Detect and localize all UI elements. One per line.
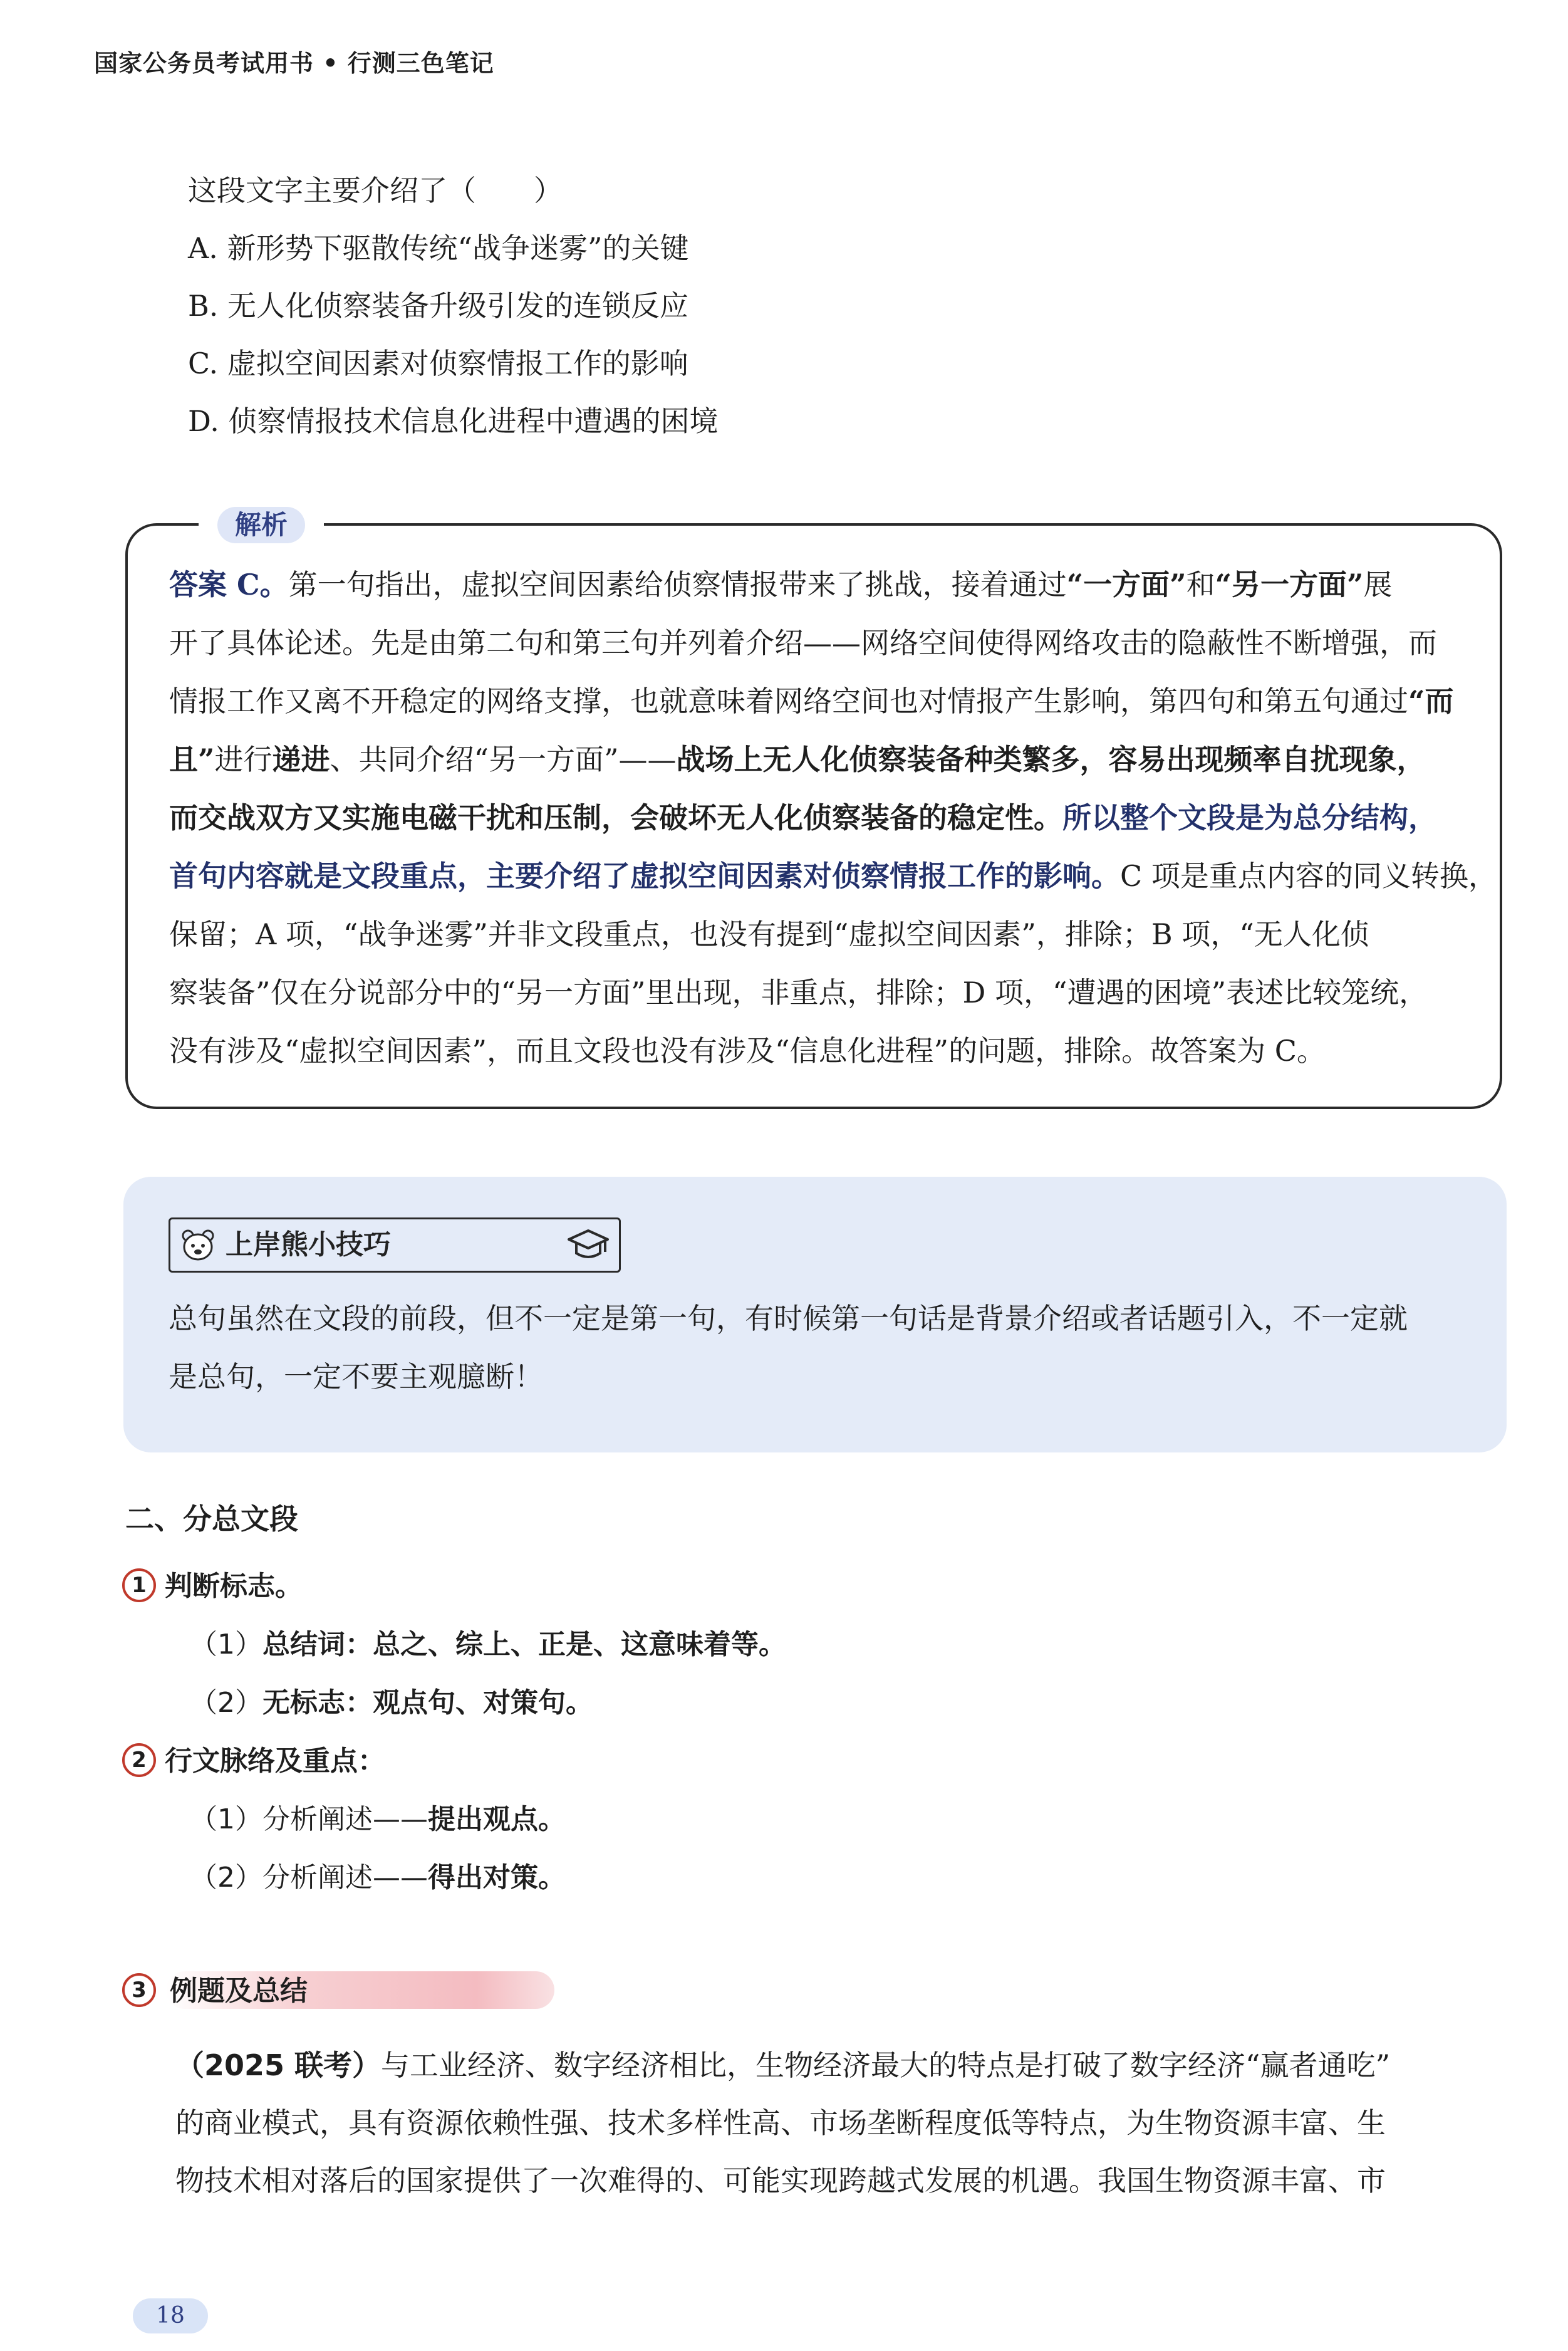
outline-list — [122, 1557, 1438, 1907]
option-c: C. 虚拟空间因素对侦察情报工作的影响 — [188, 347, 688, 380]
circled-number: 1 — [122, 1568, 156, 1602]
outline-heading: 1 判断标志。 — [122, 1557, 1438, 1615]
analysis-line: 而交战双方又实施电磁干扰和压制，会破坏无人化侦察装备的稳定性。所以整个文段是为总分结构， — [169, 801, 1437, 835]
page-number: 18 — [133, 2298, 208, 2333]
outline-subitem: （1）总结词：总之、综上、正是、这意味着等。 — [190, 1629, 786, 1660]
option-b: B. 无人化侦察装备升级引发的连锁反应 — [188, 289, 689, 323]
example-line: 物技术相对落后的国家提供了一次难得的、可能实现跨越式发展的机遇。我国生物资源丰富、市 — [175, 2164, 1386, 2197]
bear-icon — [180, 1228, 215, 1263]
analysis-line: 保留；A 项，“战争迷雾”并非文段重点，也没有提到“虚拟空间因素”，排除；B 项，“无人化侦 — [169, 917, 1369, 951]
tip-line: 总句虽然在文段的前段，但不一定是第一句，有时候第一句话是背景介绍或者话题引入，不一定就 — [169, 1301, 1408, 1335]
analysis-line: 开了具体论述。先是由第二句和第三句并列着介绍——网络空间使得网络攻击的隐蔽性不断增强，而 — [169, 626, 1437, 660]
analysis-line: 首句内容就是文段重点，主要介绍了虚拟空间因素对侦察情报工作的影响。C 项是重点内容的同义转换， — [169, 859, 1497, 893]
example-line: 的商业模式，具有资源依赖性强、技术多样性高、市场垄断程度低等特点，为生物资源丰富、生 — [175, 2106, 1386, 2140]
analysis-tag-label: 解析 — [217, 507, 305, 543]
analysis-text — [169, 556, 1497, 1080]
section-title: 二、分总文段 — [125, 1502, 298, 1536]
analysis-line: 答案 C。第一句指出，虚拟空间因素给侦察情报带来了挑战，接着通过“一方面”和“另一方面”展 — [169, 568, 1393, 602]
circled-number: 2 — [122, 1743, 156, 1777]
tip-title-text: 上岸熊小技巧 — [226, 1229, 391, 1261]
analysis-line: 情报工作又离不开稳定的网络支撑，也就意味着网络空间也对情报产生影响，第四句和第五句通过“而 — [169, 684, 1454, 718]
tip-title — [169, 1217, 621, 1273]
option-d: D. 侦察情报技术信息化进程中遭遇的困境 — [188, 404, 719, 438]
example-heading: 3 例题及总结 — [122, 1968, 308, 2015]
circled-number: 3 — [122, 1973, 156, 2007]
tip-line: 是总句，一定不要主观臆断！ — [169, 1360, 543, 1394]
analysis-line: 没有涉及“虚拟空间因素”，而且文段也没有涉及“信息化进程”的问题，排除。故答案为 C。 — [169, 1034, 1326, 1068]
analysis-line: 且”进行递进、共同介绍“另一方面”——战场上无人化侦察装备种类繁多，容易出现频率自扰现象， — [169, 743, 1426, 776]
example-text — [175, 2036, 1503, 2209]
tip-box — [123, 1177, 1507, 1452]
analysis-box — [125, 509, 1502, 1109]
running-header: 国家公务员考试用书 • 行测三色笔记 — [94, 49, 494, 77]
question-stem: 这段文字主要介绍了（ ） — [188, 174, 563, 207]
outline-subitem: （2）分析阐述——得出对策。 — [190, 1862, 566, 1894]
question-block — [188, 162, 1378, 450]
tip-text — [169, 1290, 1472, 1406]
analysis-line: 察装备”仅在分说部分中的“另一方面”里出现，非重点，排除；D 项，“遭遇的困境”表述比较笼统， — [169, 976, 1428, 1009]
option-a: A. 新形势下驱散传统“战争迷雾”的关键 — [188, 231, 689, 265]
graduation-cap-icon — [566, 1227, 610, 1264]
outline-heading: 2 行文脉络及重点： — [122, 1732, 1438, 1790]
analysis-tag — [199, 507, 324, 545]
outline-subitem: （2）无标志：观点句、对策句。 — [190, 1687, 593, 1719]
outline-subitem: （1）分析阐述——提出观点。 — [190, 1803, 566, 1835]
example-line: （2025 联考）与工业经济、数字经济相比，生物经济最大的特点是打破了数字经济“赢者通吃” — [175, 2048, 1391, 2082]
